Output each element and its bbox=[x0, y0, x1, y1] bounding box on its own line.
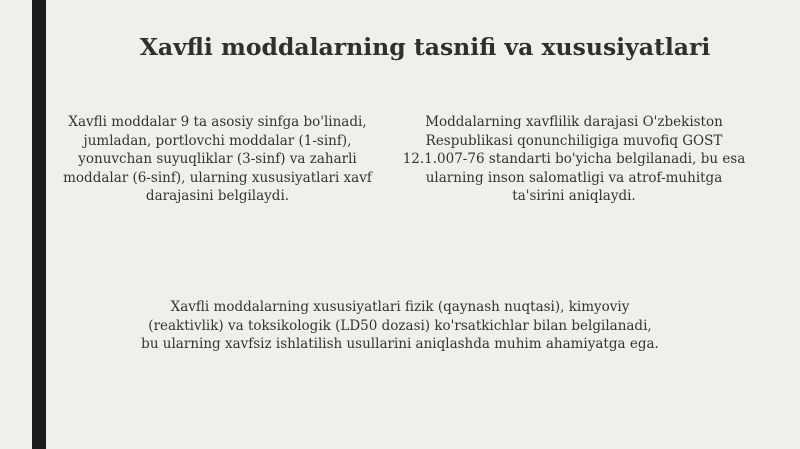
left-accent-bar bbox=[32, 0, 46, 449]
right-text-block: Moddalarning xavflilik darajasi O'zbekiston Respublikasi qonunchiligiga muvofiq GOST 12.1.007-76 standarti bo'yicha belgilanadi, bu esa ularning inson salomatligi va atrof-muhitga ta'sirini aniqlaydi. bbox=[402, 114, 746, 204]
left-text-block: Xavfli moddalar 9 ta asosiy sinfga bo'linadi, jumladan, portlovchi moddalar (1-sinf), yonuvchan suyuqliklar (3-sinf) va zaharli moddalar (6-sinf), ularning xususiyatlari xavf darajasini belgilaydi. bbox=[63, 114, 372, 204]
slide-title: Xavfli moddalarning tasnifi va xususiyatlari bbox=[139, 33, 711, 61]
bottom-text-block: Xavfli moddalarning xususiyatlari fizik (qaynash nuqtasi), kimyoviy (reaktivlik) va toksikologik (LD50 dozasi) ko'rsatkichlar bilan belgilanadi, bu ularning xavfsiz ishlatilish usullarini aniqlashda muhim ahamiyatga ega. bbox=[141, 299, 659, 352]
